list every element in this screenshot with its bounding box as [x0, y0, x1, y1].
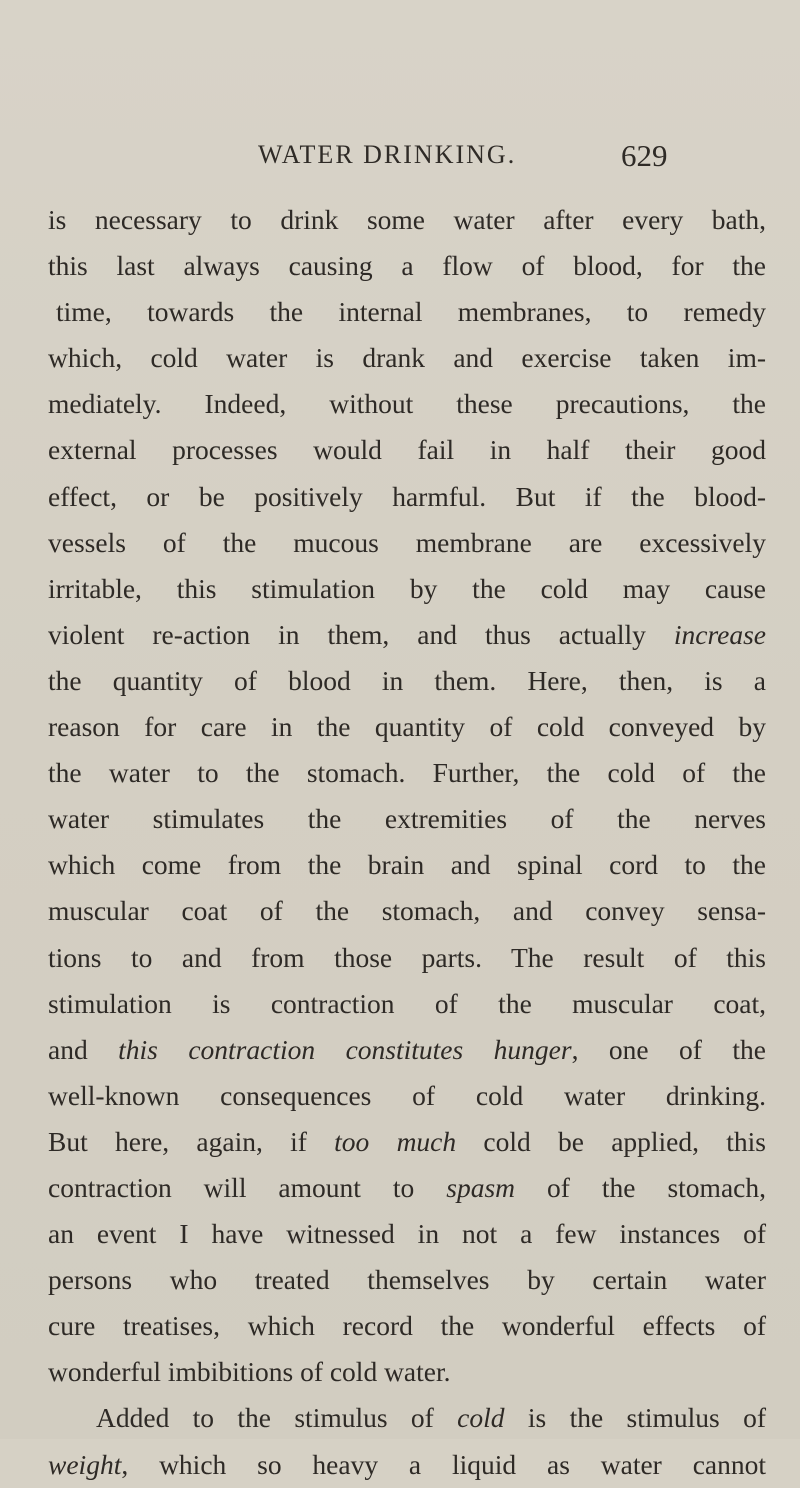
paragraph-start-line: Added to the stimulus of cold is the stimulus of	[96, 1402, 766, 1434]
text-line: mediately. Indeed, without these precautions, the	[48, 388, 766, 420]
italic-word: spasm	[446, 1171, 516, 1203]
text-line: an event I have witnessed in not a few instances of	[48, 1218, 766, 1250]
text-line: well-known consequences of cold water drinking.	[48, 1079, 766, 1111]
text-line: the water to the stomach. Further, the cold of the	[48, 757, 766, 789]
text-line: is necessary to drink some water after every bath,	[48, 204, 766, 235]
text-line: the quantity of blood in them. Here, then, is a	[48, 664, 766, 696]
italic-phrase: this contraction constitutes hunger	[118, 1033, 572, 1065]
text-line: time, towards the internal membranes, to remedy	[56, 296, 766, 328]
italic-phrase: too much	[334, 1125, 457, 1157]
text-line: water stimulates the extremities of the nerves	[48, 803, 766, 835]
text-line: reason for care in the quantity of cold conveyed by	[48, 711, 766, 743]
text-line: which come from the brain and spinal cord to the	[48, 849, 766, 881]
paragraph-end-line: wonderful imbibitions of cold water.	[48, 1356, 451, 1388]
text-line: effect, or be positively harmful. But if the blood-	[48, 480, 766, 512]
page-number: 629	[621, 138, 668, 173]
italic-word: cold	[457, 1402, 505, 1434]
text-line: But here, again, if too much cold be applied, this	[48, 1125, 766, 1157]
body-text	[48, 197, 766, 1488]
italic-word: increase	[673, 618, 766, 650]
text-line: external processes would fail in half their good	[48, 434, 766, 466]
running-title: WATER DRINKING.	[258, 140, 517, 169]
running-head	[258, 138, 668, 180]
text-line: weight, which so heavy a liquid as water cannot	[48, 1448, 766, 1480]
text-line: tions to and from those parts. The result of this	[48, 941, 766, 973]
text-line: persons who treated themselves by certain water	[48, 1264, 766, 1296]
text-line: stimulation is contraction of the muscular coat,	[48, 987, 766, 1019]
text-line: violent re-action in them, and thus actually increase	[48, 618, 766, 650]
text-line: and this contraction constitutes hunger, one of the	[48, 1033, 766, 1065]
text-line: irritable, this stimulation by the cold may cause	[48, 572, 766, 604]
text-line: cure treatises, which record the wonderful effects of	[48, 1310, 766, 1342]
text-line: contraction will amount to spasm of the stomach,	[48, 1171, 766, 1203]
text-line: which, cold water is drank and exercise taken im-	[48, 342, 766, 374]
text-line: this last always causing a flow of blood, for the	[48, 250, 766, 282]
text-line: vessels of the mucous membrane are excessively	[48, 526, 766, 558]
text-line: muscular coat of the stomach, and convey sensa-	[48, 895, 766, 927]
italic-word: weight	[48, 1448, 122, 1480]
